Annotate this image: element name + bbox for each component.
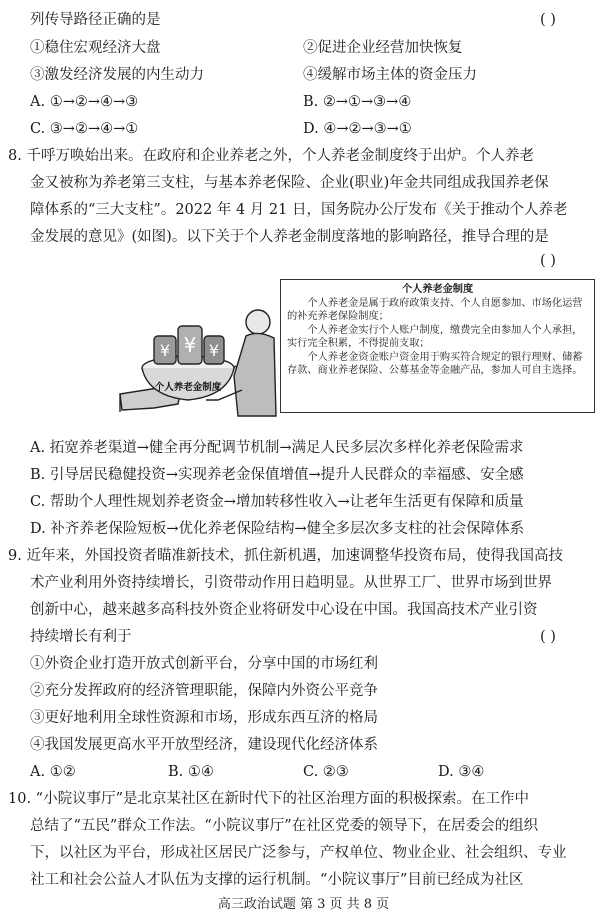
- policy-box-paragraph-3: 个人养老金资金账户资金用于购买符合规定的银行理财、储蓄存款、商业养老保险、公募基金等金融产品，参加人可自主选择。: [287, 351, 583, 376]
- q9-stem-line-2: 术产业利用外资持续增长，引资带动作用日趋明显。从世界工厂、世界市场到世界: [30, 575, 552, 591]
- q7-choice-b: B. ②→①→③→④: [303, 94, 412, 110]
- policy-box-title: 个人养老金制度: [401, 284, 474, 295]
- q10-stem-line-2: 总结了“五民”群众工作法。“小院议事厅”在社区党委的领导下，在居委会的组织: [30, 818, 539, 834]
- q9-option-2: ②充分发挥政府的经济管理职能，保障内外资公平竞争: [30, 683, 378, 699]
- q9-answer-paren: ( ): [540, 629, 556, 645]
- q10-stem-line-1: 10. “小院议事厅”是北京某社区在新时代下的社区治理方面的积极探索。在工作中: [8, 791, 529, 807]
- illustration-label: 个人养老金制度: [154, 382, 222, 393]
- q7-choice-a: A. ①→②→④→③: [30, 94, 139, 110]
- page-footer: 高三政治试题 第 3 页 共 8 页: [217, 897, 390, 912]
- q8-choice-d: D. 补齐养老保险短板→优化养老保险结构→健全多层次多支柱的社会保障体系: [30, 521, 525, 537]
- q7-choice-d: D. ④→②→③→①: [303, 121, 412, 137]
- q9-stem-line-4: 持续增长有利于: [30, 629, 132, 645]
- q8-stem-line-1: 8. 千呼万唤始出来。在政府和企业养老之外，个人养老金制度终于出炉。个人养老: [8, 148, 534, 164]
- q8-stem-line-2: 金又被称为养老第三支柱，与基本养老保险、企业(职业)年金共同组成我国养老保: [30, 175, 549, 191]
- q8-choice-b: B. 引导居民稳健投资→实现养老金保值增值→提升人民群众的幸福感、安全感: [30, 467, 524, 483]
- q9-choice-d: D. ③④: [438, 764, 485, 780]
- q7-option-1: ①稳住宏观经济大盘: [30, 40, 161, 56]
- q9-stem-line-1: 9. 近年来，外国投资者瞄准新技术，抓住新机遇，加速调整华投资布局，使得我国高技: [8, 548, 563, 564]
- svg-text:¥: ¥: [208, 341, 220, 360]
- q7-option-3: ③激发经济发展的内生动力: [30, 67, 204, 83]
- q8-choice-c: C. 帮助个人理性规划养老资金→增加转移性收入→让老年生活更有保障和质量: [30, 494, 524, 510]
- q10-stem-line-3: 下，以社区为平台，形成社区居民广泛参与，产权单位、物业企业、社会组织、专业: [30, 845, 567, 861]
- svg-text:¥: ¥: [159, 341, 171, 360]
- q7-answer-paren: ( ): [540, 12, 556, 28]
- q7-option-2: ②促进企业经营加快恢复: [303, 40, 463, 56]
- q8-answer-paren: ( ): [540, 253, 556, 269]
- q9-option-4: ④我国发展更高水平开放型经济，建设现代化经济体系: [30, 737, 378, 753]
- q9-stem-line-3: 创新中心，越来越多高科技外资企业将研发中心设在中国。我国高技术产业引资: [30, 602, 538, 618]
- pension-policy-box: [280, 279, 595, 413]
- pension-illustration: [118, 296, 278, 422]
- svg-text:¥: ¥: [183, 333, 197, 357]
- q9-choice-a: A. ①②: [30, 764, 76, 780]
- q9-choice-c: C. ②③: [303, 764, 349, 780]
- policy-box-paragraph-2: 个人养老金实行个人账户制度，缴费完全由参加人个人承担，实行完全积累，不得提前支取；: [287, 324, 583, 349]
- q9-option-1: ①外资企业打造开放式创新平台，分享中国的市场红利: [30, 656, 378, 672]
- q9-option-3: ③更好地利用全球性资源和市场，形成东西互济的格局: [30, 710, 378, 726]
- q7-stem-tail: 列传导路径正确的是: [30, 12, 161, 28]
- q8-choice-a: A. 拓宽养老渠道→健全再分配调节机制→满足人民多层次多样化养老保险需求: [30, 440, 524, 456]
- q9-choice-b: B. ①④: [168, 764, 214, 780]
- q8-stem-line-3: 障体系的“三大支柱”。2022 年 4 月 21 日，国务院办公厅发布《关于推动个人养老: [30, 202, 568, 218]
- q7-choice-c: C. ③→②→④→①: [30, 121, 139, 137]
- q8-stem-line-4: 金发展的意见》(如图)。以下关于个人养老金制度落地的影响路径，推导合理的是: [30, 229, 549, 245]
- q7-option-4: ④缓解市场主体的资金压力: [303, 67, 477, 83]
- q10-stem-line-4: 社工和社会公益人才队伍为支撑的运行机制。“小院议事厅”目前已经成为社区: [30, 872, 524, 888]
- policy-box-paragraph-1: 个人养老金是属于政府政策支持、个人自愿参加、市场化运营的补充养老保险制度；: [287, 297, 583, 322]
